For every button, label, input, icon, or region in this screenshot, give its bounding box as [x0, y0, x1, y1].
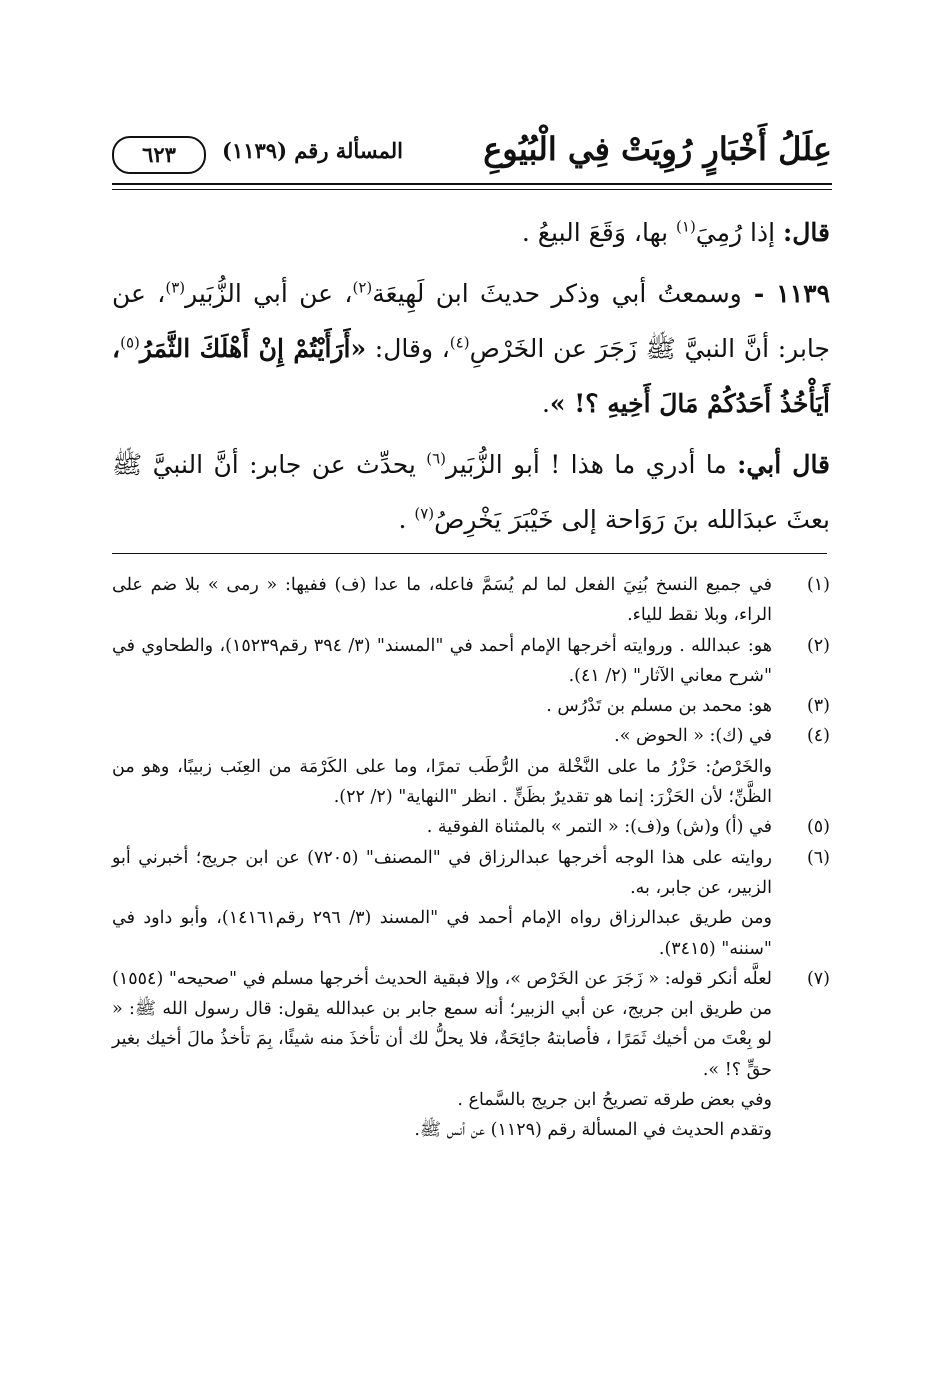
footnotes — [112, 570, 830, 1146]
footnote-number: (٧) — [806, 968, 830, 989]
text-run: بها، وَقَعَ البيعُ . — [521, 218, 677, 247]
speaker-label: قال أبي: — [737, 450, 831, 479]
footnote-ref[interactable]: (٧) — [414, 504, 435, 523]
footnote-number: (٤) — [806, 726, 830, 747]
footnote-ref[interactable]: (٢) — [352, 278, 373, 297]
footnote-text: لعلَّه أنكر قوله: « زَجَرَ عن الخَرْص »، وإلا فبقية الحديث أخرجها مسلم في "صحيحه" (١٥٥٤) من طريق ابن جريج، عن أبي الزبير؛ أنه سمع جابر بن عبدالله يقول: قال رسول الله ﷺ: « لو بِعْتَ من أخيك ثَمَرًا ، فأصابتهُ جائِحَةٌ، فلا يحلُّ لك أن تأخذَ منه شيئًا، بِمَ تأخذُ مالَ أخيك بغير حقٍّ ؟! ». — [112, 968, 772, 1080]
footnote-number: (٥) — [806, 817, 830, 838]
hadith-quote: «أَرَأَيْتُمْ إِنْ أَهْلَكَ الثَّمَرُ — [139, 334, 367, 363]
footnote-text: هو: عبدالله . وروايته أخرجها الإمام أحمد في "المسند" (٣/ ٣٩٤ رقم١٥٢٣٩)، والطحاوي في "شرح معاني الآثار" (٢/ ٤١). — [112, 635, 772, 686]
text-run: . — [541, 389, 550, 418]
page-number: ٦٢٣ — [112, 136, 206, 174]
text-run: . — [398, 505, 415, 534]
footnote-continuation — [112, 1085, 830, 1115]
footnote-continuation — [112, 1115, 830, 1145]
footnote-text: في (ك): « الحوض ». — [614, 726, 772, 747]
running-header — [112, 130, 832, 180]
footnote-number: (٣) — [806, 696, 830, 717]
footnote — [112, 631, 830, 692]
footnote-number: (٢) — [806, 635, 830, 656]
issue-number: المسألة رقم (١١٣٩) — [222, 138, 403, 163]
book-title: عِلَلُ أَخْبَارٍ رُوِيَتْ فِي الْبُيُوعِ — [483, 130, 832, 168]
footnote-text: والخَرْصُ: حَزْرُ ما على النَّخْلة من الرُّطَب تمرًا، وما على الكَرْمَة من العِنَب زبيبًا، وهو من الظَّنِّ؛ لأن الحَزْرَ: إنما هو تقديرٌ بظَنٍّ . انظر "النهاية" (٢/ ٢٢). — [112, 756, 772, 808]
text-run: ، عن أبي الزُّبَير — [185, 279, 353, 308]
footnote-ref[interactable]: (٦) — [426, 449, 446, 468]
issue-marker: ١١٣٩ - — [741, 279, 830, 308]
footnote-ref[interactable]: (٣) — [165, 278, 186, 297]
footnote-text: في جميع النسخ بُنِيَ الفعل لما لم يُسَمَّ فاعله، ما عدا (ف) ففيها: « رمى » بلا ضم على الراء، وبلا نقط للياء. — [112, 575, 772, 626]
text-run: وسمعتُ أبي وذكر حديثَ ابن لَهِيعَة — [372, 279, 742, 308]
main-text — [112, 205, 830, 547]
footnote-number: (١) — [806, 575, 830, 595]
header-rule-thick — [112, 183, 832, 185]
footnote-continuation — [112, 752, 830, 813]
footnote-ref[interactable]: (٥) — [120, 333, 140, 352]
text-run: ما أدري ما هذا ! أبو الزُّبَير — [446, 450, 738, 479]
footnote — [112, 843, 830, 904]
paragraph-1 — [112, 205, 830, 260]
footnote-number: (٦) — [806, 847, 830, 868]
footnote-continuation — [112, 903, 830, 964]
footnote — [112, 812, 830, 842]
footnote — [112, 691, 830, 721]
footnote-text: في (أ) و(ش) و(ف): « التمر » بالمثناة الفوقية . — [426, 817, 772, 838]
text-run: يحدِّث عن جابر: أنَّ النبيَّ ﷺ بعثَ عبدَالله بنَ رَوَاحة إلى خَيْبَرَ يَخْرِصُ — [112, 450, 830, 534]
footnote-ref[interactable]: (١) — [676, 217, 696, 236]
paragraph-3 — [112, 437, 830, 547]
text-run: ، عن جابر: أنَّ النبيَّ ﷺ زَجَرَ عن الخَرْصِ — [112, 279, 830, 363]
header-rule-thin — [112, 189, 832, 190]
footnote-text: روايته على هذا الوجه أخرجها عبدالرزاق في "المصنف" (٧٢٠٥) عن ابن جريج؛ أخبرني أبو الزبير، عن جابر، به. — [112, 847, 772, 898]
footnote — [112, 570, 830, 631]
text-run: إذا رُمِيَ — [695, 218, 784, 247]
footnote-separator — [112, 553, 827, 554]
text-run: ، وقال: — [366, 334, 450, 363]
footnote — [112, 964, 830, 1085]
footnote-text: ومن طريق عبدالرزاق رواه الإمام أحمد في "المسند (٣/ ٢٩٦ رقم١٤١٦١)، وأبو داود في "سننه" (٣٤١٥). — [112, 908, 772, 959]
hadith-quote: ، أَيَأْخُذُ أَحَدُكُمْ مَالَ أَخِيهِ ؟! » — [112, 334, 830, 418]
paragraph-1139 — [112, 266, 830, 431]
footnote-text: وفي بعض طرقه تصريحُ ابن جريج بالسَّماع . — [457, 1090, 772, 1111]
footnote-text: هو: محمد بن مسلم بن تَدْرُس . — [546, 696, 772, 717]
footnote — [112, 721, 830, 751]
speaker-label: قال: — [783, 218, 830, 247]
footnote-text: وتقدم الحديث في المسألة رقم (١١٢٩) عن أنس ﷺ. — [414, 1120, 772, 1141]
footnote-ref[interactable]: (٤) — [449, 333, 470, 352]
